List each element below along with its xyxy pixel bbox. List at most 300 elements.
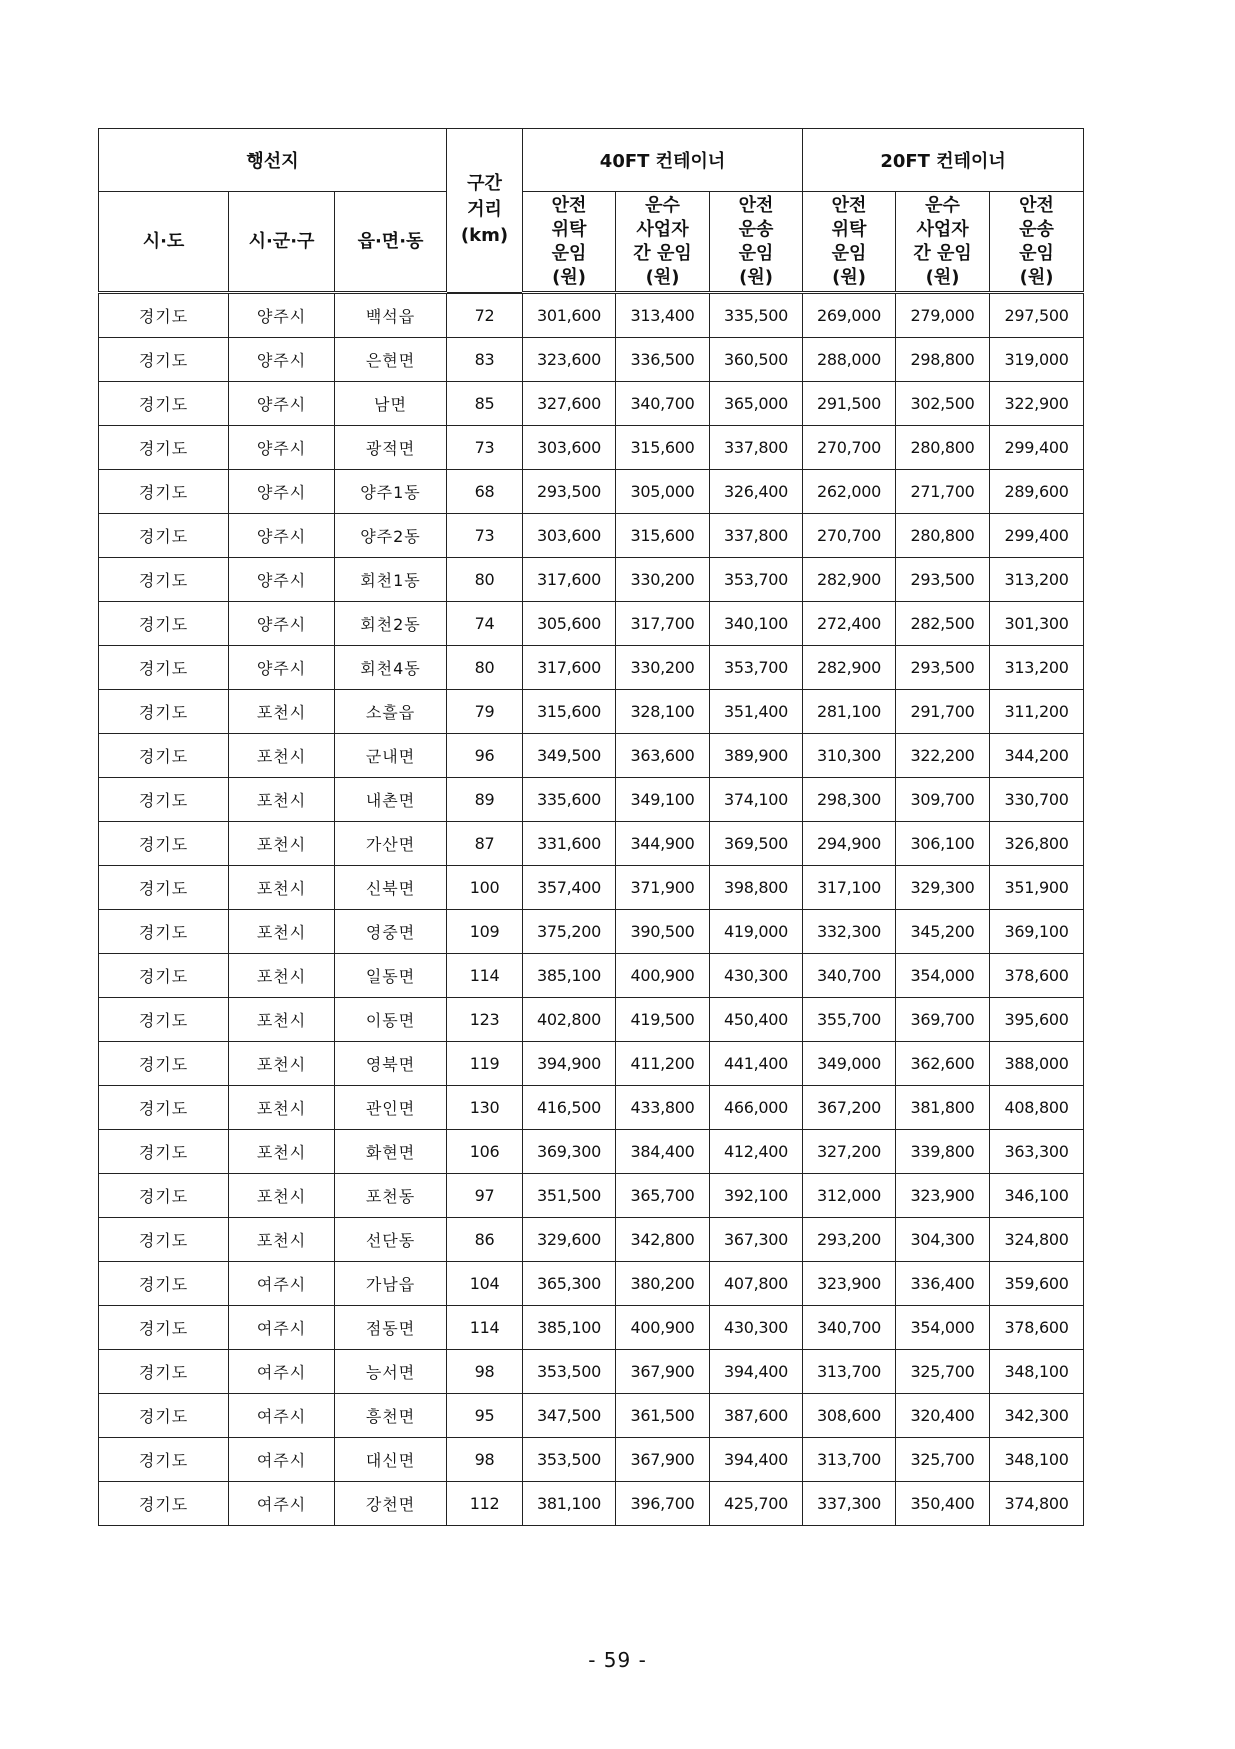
city-cell: 양주시 [229, 514, 335, 558]
province-cell: 경기도 [99, 514, 229, 558]
rate-20ft-consignment-cell: 337,300 [803, 1482, 896, 1526]
rate-20ft-transport-cell: 311,200 [990, 690, 1084, 734]
town-cell: 회천2동 [335, 602, 447, 646]
distance-cell: 85 [447, 382, 523, 426]
rate-20ft-carrier-cell: 302,500 [896, 382, 990, 426]
table-row [99, 778, 1084, 822]
table-row [99, 1306, 1084, 1350]
rate-40ft-carrier-cell: 411,200 [616, 1042, 710, 1086]
rate-20ft-transport-cell: 348,100 [990, 1438, 1084, 1482]
rate-20ft-consignment-cell: 294,900 [803, 822, 896, 866]
rate-20ft-carrier-cell: 320,400 [896, 1394, 990, 1438]
rate-40ft-carrier-cell: 305,000 [616, 470, 710, 514]
town-cell: 백석읍 [335, 293, 447, 338]
table-row [99, 1086, 1084, 1130]
rate-20ft-carrier-cell: 336,400 [896, 1262, 990, 1306]
header-40ft-transport-rate [710, 192, 803, 293]
distance-cell: 95 [447, 1394, 523, 1438]
rate-20ft-consignment-cell: 262,000 [803, 470, 896, 514]
province-cell: 경기도 [99, 1394, 229, 1438]
province-cell: 경기도 [99, 1262, 229, 1306]
rate-20ft-carrier-cell: 279,000 [896, 293, 990, 338]
distance-cell: 74 [447, 602, 523, 646]
distance-cell: 86 [447, 1218, 523, 1262]
province-cell: 경기도 [99, 822, 229, 866]
rate-20ft-consignment-cell: 270,700 [803, 426, 896, 470]
rate-40ft-consignment-cell: 315,600 [523, 690, 616, 734]
rate-20ft-carrier-cell: 354,000 [896, 1306, 990, 1350]
header-40ft-carrier-rate [616, 192, 710, 293]
rate-20ft-transport-cell: 374,800 [990, 1482, 1084, 1526]
rate-header-line: 사업자 [636, 218, 689, 240]
rate-40ft-transport-cell: 407,800 [710, 1262, 803, 1306]
town-cell: 영중면 [335, 910, 447, 954]
rate-header-line: 운수 [645, 194, 680, 216]
rate-40ft-carrier-cell: 340,700 [616, 382, 710, 426]
rate-40ft-transport-cell: 450,400 [710, 998, 803, 1042]
rate-header-line: 운임 [551, 242, 587, 264]
distance-cell: 114 [447, 1306, 523, 1350]
rate-20ft-consignment-cell: 340,700 [803, 1306, 896, 1350]
table-row [99, 426, 1084, 470]
header-town: 읍·면·동 [335, 192, 447, 293]
rate-40ft-consignment-cell: 301,600 [523, 293, 616, 338]
rate-40ft-carrier-cell: 371,900 [616, 866, 710, 910]
rate-20ft-transport-cell: 299,400 [990, 426, 1084, 470]
table-row [99, 690, 1084, 734]
city-cell: 포천시 [229, 1086, 335, 1130]
rate-20ft-consignment-cell: 310,300 [803, 734, 896, 778]
header-city: 시·군·구 [229, 192, 335, 293]
city-cell: 여주시 [229, 1394, 335, 1438]
distance-cell: 109 [447, 910, 523, 954]
rate-40ft-transport-cell: 367,300 [710, 1218, 803, 1262]
rate-header-line: (원) [552, 266, 586, 288]
table-row [99, 1262, 1084, 1306]
town-cell: 이동면 [335, 998, 447, 1042]
rate-40ft-transport-cell: 337,800 [710, 514, 803, 558]
rate-40ft-carrier-cell: 361,500 [616, 1394, 710, 1438]
rate-40ft-consignment-cell: 349,500 [523, 734, 616, 778]
rate-40ft-transport-cell: 374,100 [710, 778, 803, 822]
header-group-40ft: 40FT 컨테이너 [523, 129, 803, 192]
header-row-groups [99, 129, 1084, 192]
rate-40ft-carrier-cell: 367,900 [616, 1350, 710, 1394]
city-cell: 포천시 [229, 954, 335, 998]
rate-20ft-carrier-cell: 323,900 [896, 1174, 990, 1218]
rate-40ft-transport-cell: 425,700 [710, 1482, 803, 1526]
rate-20ft-consignment-cell: 340,700 [803, 954, 896, 998]
table-row [99, 1218, 1084, 1262]
rate-40ft-carrier-cell: 344,900 [616, 822, 710, 866]
rate-20ft-carrier-cell: 354,000 [896, 954, 990, 998]
rate-header-line: 위탁 [831, 218, 867, 240]
table-body [99, 293, 1084, 1526]
distance-cell: 97 [447, 1174, 523, 1218]
rate-header-line: (원) [739, 266, 773, 288]
rate-20ft-consignment-cell: 312,000 [803, 1174, 896, 1218]
rate-40ft-transport-cell: 337,800 [710, 426, 803, 470]
province-cell: 경기도 [99, 910, 229, 954]
rate-20ft-transport-cell: 346,100 [990, 1174, 1084, 1218]
table-row [99, 1438, 1084, 1482]
town-cell: 포천동 [335, 1174, 447, 1218]
table-header [99, 129, 1084, 293]
table-row [99, 293, 1084, 338]
rate-40ft-consignment-cell: 303,600 [523, 426, 616, 470]
rate-20ft-consignment-cell: 269,000 [803, 293, 896, 338]
rate-40ft-transport-cell: 360,500 [710, 338, 803, 382]
rate-40ft-carrier-cell: 433,800 [616, 1086, 710, 1130]
province-cell: 경기도 [99, 998, 229, 1042]
town-cell: 영북면 [335, 1042, 447, 1086]
province-cell: 경기도 [99, 293, 229, 338]
rate-header-line: 안전 [551, 194, 587, 216]
rate-header-line: 간 운임 [913, 242, 972, 264]
distance-cell: 87 [447, 822, 523, 866]
rate-40ft-carrier-cell: 313,400 [616, 293, 710, 338]
rate-header-line: 안전 [1019, 194, 1054, 216]
rate-40ft-carrier-cell: 384,400 [616, 1130, 710, 1174]
rate-40ft-carrier-cell: 367,900 [616, 1438, 710, 1482]
table-row [99, 470, 1084, 514]
table-row [99, 954, 1084, 998]
province-cell: 경기도 [99, 1482, 229, 1526]
province-cell: 경기도 [99, 470, 229, 514]
rate-20ft-carrier-cell: 381,800 [896, 1086, 990, 1130]
province-cell: 경기도 [99, 426, 229, 470]
header-destination: 행선지 [99, 129, 447, 192]
rate-40ft-transport-cell: 441,400 [710, 1042, 803, 1086]
province-cell: 경기도 [99, 1438, 229, 1482]
rate-20ft-transport-cell: 348,100 [990, 1350, 1084, 1394]
rate-40ft-transport-cell: 394,400 [710, 1438, 803, 1482]
city-cell: 양주시 [229, 382, 335, 426]
rate-20ft-consignment-cell: 332,300 [803, 910, 896, 954]
rate-20ft-transport-cell: 289,600 [990, 470, 1084, 514]
rate-header-line: (원) [925, 266, 960, 288]
province-cell: 경기도 [99, 646, 229, 690]
table-row [99, 1482, 1084, 1526]
province-cell: 경기도 [99, 1350, 229, 1394]
rate-20ft-consignment-cell: 323,900 [803, 1262, 896, 1306]
rate-20ft-consignment-cell: 317,100 [803, 866, 896, 910]
city-cell: 포천시 [229, 866, 335, 910]
rate-20ft-transport-cell: 378,600 [990, 954, 1084, 998]
rate-20ft-transport-cell: 351,900 [990, 866, 1084, 910]
header-distance-unit: (km) [460, 225, 509, 247]
rate-40ft-consignment-cell: 369,300 [523, 1130, 616, 1174]
distance-cell: 130 [447, 1086, 523, 1130]
header-distance [447, 129, 523, 293]
rate-40ft-consignment-cell: 375,200 [523, 910, 616, 954]
rate-header-line: 운송 [1019, 218, 1054, 240]
rate-40ft-consignment-cell: 353,500 [523, 1438, 616, 1482]
table-row [99, 646, 1084, 690]
distance-cell: 68 [447, 470, 523, 514]
rate-20ft-carrier-cell: 369,700 [896, 998, 990, 1042]
rate-20ft-carrier-cell: 304,300 [896, 1218, 990, 1262]
table-row [99, 1042, 1084, 1086]
province-cell: 경기도 [99, 558, 229, 602]
rate-20ft-transport-cell: 363,300 [990, 1130, 1084, 1174]
town-cell: 남면 [335, 382, 447, 426]
page-number: - 59 - [588, 1648, 647, 1672]
town-cell: 군내면 [335, 734, 447, 778]
city-cell: 양주시 [229, 558, 335, 602]
rate-20ft-consignment-cell: 298,300 [803, 778, 896, 822]
rate-40ft-consignment-cell: 365,300 [523, 1262, 616, 1306]
province-cell: 경기도 [99, 1086, 229, 1130]
table-row [99, 734, 1084, 778]
header-province: 시·도 [99, 192, 229, 293]
city-cell: 포천시 [229, 1174, 335, 1218]
province-cell: 경기도 [99, 778, 229, 822]
distance-cell: 73 [447, 514, 523, 558]
rate-40ft-transport-cell: 326,400 [710, 470, 803, 514]
distance-cell: 100 [447, 866, 523, 910]
table-row [99, 558, 1084, 602]
rate-header-line: (원) [645, 266, 680, 288]
rate-20ft-carrier-cell: 293,500 [896, 646, 990, 690]
rate-header-line: 안전 [738, 194, 774, 216]
rate-40ft-carrier-cell: 396,700 [616, 1482, 710, 1526]
rate-40ft-transport-cell: 392,100 [710, 1174, 803, 1218]
town-cell: 소흘읍 [335, 690, 447, 734]
table-row [99, 338, 1084, 382]
rate-20ft-transport-cell: 324,800 [990, 1218, 1084, 1262]
rate-20ft-transport-cell: 330,700 [990, 778, 1084, 822]
city-cell: 여주시 [229, 1482, 335, 1526]
rate-40ft-carrier-cell: 400,900 [616, 954, 710, 998]
distance-cell: 80 [447, 646, 523, 690]
table-row [99, 382, 1084, 426]
rate-header-line: 운임 [831, 242, 867, 264]
rate-header-line: (원) [832, 266, 866, 288]
rate-40ft-carrier-cell: 315,600 [616, 514, 710, 558]
table-row [99, 1394, 1084, 1438]
rate-40ft-carrier-cell: 363,600 [616, 734, 710, 778]
rate-40ft-consignment-cell: 331,600 [523, 822, 616, 866]
rate-40ft-transport-cell: 365,000 [710, 382, 803, 426]
rate-20ft-transport-cell: 369,100 [990, 910, 1084, 954]
rate-20ft-transport-cell: 326,800 [990, 822, 1084, 866]
rate-40ft-consignment-cell: 402,800 [523, 998, 616, 1042]
rate-header-line: 위탁 [551, 218, 587, 240]
rate-40ft-carrier-cell: 330,200 [616, 646, 710, 690]
rate-header-line: 운임 [1019, 242, 1054, 264]
town-cell: 일동면 [335, 954, 447, 998]
rate-20ft-transport-cell: 313,200 [990, 646, 1084, 690]
city-cell: 포천시 [229, 1130, 335, 1174]
rate-40ft-consignment-cell: 303,600 [523, 514, 616, 558]
rate-20ft-consignment-cell: 367,200 [803, 1086, 896, 1130]
rate-header-line: 운수 [925, 194, 960, 216]
distance-cell: 96 [447, 734, 523, 778]
table-row [99, 822, 1084, 866]
town-cell: 양주2동 [335, 514, 447, 558]
town-cell: 회천4동 [335, 646, 447, 690]
table-row [99, 1350, 1084, 1394]
city-cell: 포천시 [229, 690, 335, 734]
distance-cell: 73 [447, 426, 523, 470]
header-40ft-consignment-rate [523, 192, 616, 293]
rate-40ft-consignment-cell: 416,500 [523, 1086, 616, 1130]
rate-40ft-consignment-cell: 385,100 [523, 1306, 616, 1350]
province-cell: 경기도 [99, 1174, 229, 1218]
city-cell: 여주시 [229, 1438, 335, 1482]
rate-40ft-consignment-cell: 323,600 [523, 338, 616, 382]
town-cell: 강천면 [335, 1482, 447, 1526]
rate-40ft-carrier-cell: 365,700 [616, 1174, 710, 1218]
rate-20ft-carrier-cell: 339,800 [896, 1130, 990, 1174]
city-cell: 양주시 [229, 646, 335, 690]
city-cell: 양주시 [229, 426, 335, 470]
freight-rate-table [98, 128, 1084, 1526]
header-row-columns [99, 192, 1084, 293]
rate-40ft-carrier-cell: 317,700 [616, 602, 710, 646]
rate-40ft-transport-cell: 419,000 [710, 910, 803, 954]
city-cell: 포천시 [229, 910, 335, 954]
table-row [99, 998, 1084, 1042]
rate-40ft-carrier-cell: 330,200 [616, 558, 710, 602]
rate-20ft-consignment-cell: 308,600 [803, 1394, 896, 1438]
rate-40ft-consignment-cell: 293,500 [523, 470, 616, 514]
city-cell: 포천시 [229, 778, 335, 822]
rate-20ft-carrier-cell: 271,700 [896, 470, 990, 514]
table-row [99, 910, 1084, 954]
rate-20ft-transport-cell: 378,600 [990, 1306, 1084, 1350]
rate-40ft-consignment-cell: 385,100 [523, 954, 616, 998]
province-cell: 경기도 [99, 734, 229, 778]
rate-20ft-carrier-cell: 350,400 [896, 1482, 990, 1526]
rate-20ft-consignment-cell: 270,700 [803, 514, 896, 558]
rate-20ft-consignment-cell: 355,700 [803, 998, 896, 1042]
town-cell: 화현면 [335, 1130, 447, 1174]
rate-40ft-transport-cell: 412,400 [710, 1130, 803, 1174]
rate-header-line: (원) [1019, 266, 1054, 288]
rate-40ft-transport-cell: 340,100 [710, 602, 803, 646]
rate-40ft-consignment-cell: 317,600 [523, 646, 616, 690]
rate-40ft-consignment-cell: 329,600 [523, 1218, 616, 1262]
rate-20ft-transport-cell: 408,800 [990, 1086, 1084, 1130]
city-cell: 포천시 [229, 734, 335, 778]
rate-20ft-transport-cell: 313,200 [990, 558, 1084, 602]
rate-40ft-carrier-cell: 349,100 [616, 778, 710, 822]
rate-20ft-consignment-cell: 272,400 [803, 602, 896, 646]
town-cell: 가산면 [335, 822, 447, 866]
rate-20ft-carrier-cell: 322,200 [896, 734, 990, 778]
rate-20ft-consignment-cell: 288,000 [803, 338, 896, 382]
town-cell: 가남읍 [335, 1262, 447, 1306]
province-cell: 경기도 [99, 1306, 229, 1350]
rate-20ft-carrier-cell: 291,700 [896, 690, 990, 734]
rate-20ft-transport-cell: 297,500 [990, 293, 1084, 338]
rate-20ft-carrier-cell: 309,700 [896, 778, 990, 822]
rate-40ft-transport-cell: 335,500 [710, 293, 803, 338]
rate-20ft-consignment-cell: 282,900 [803, 646, 896, 690]
rate-40ft-transport-cell: 369,500 [710, 822, 803, 866]
town-cell: 점동면 [335, 1306, 447, 1350]
rate-20ft-carrier-cell: 306,100 [896, 822, 990, 866]
distance-cell: 79 [447, 690, 523, 734]
rate-40ft-transport-cell: 430,300 [710, 1306, 803, 1350]
city-cell: 포천시 [229, 998, 335, 1042]
rate-40ft-consignment-cell: 305,600 [523, 602, 616, 646]
rate-40ft-consignment-cell: 394,900 [523, 1042, 616, 1086]
rate-40ft-carrier-cell: 342,800 [616, 1218, 710, 1262]
distance-cell: 106 [447, 1130, 523, 1174]
rate-20ft-carrier-cell: 282,500 [896, 602, 990, 646]
table-row [99, 602, 1084, 646]
city-cell: 양주시 [229, 293, 335, 338]
city-cell: 양주시 [229, 470, 335, 514]
province-cell: 경기도 [99, 602, 229, 646]
distance-cell: 83 [447, 338, 523, 382]
rate-40ft-consignment-cell: 357,400 [523, 866, 616, 910]
rate-40ft-carrier-cell: 400,900 [616, 1306, 710, 1350]
province-cell: 경기도 [99, 1042, 229, 1086]
rate-40ft-carrier-cell: 380,200 [616, 1262, 710, 1306]
rate-40ft-consignment-cell: 381,100 [523, 1482, 616, 1526]
distance-cell: 98 [447, 1438, 523, 1482]
rate-40ft-transport-cell: 351,400 [710, 690, 803, 734]
rate-header-line: 운임 [738, 242, 774, 264]
rate-40ft-transport-cell: 353,700 [710, 558, 803, 602]
rate-20ft-consignment-cell: 293,200 [803, 1218, 896, 1262]
town-cell: 신북면 [335, 866, 447, 910]
rate-20ft-transport-cell: 319,000 [990, 338, 1084, 382]
rate-20ft-consignment-cell: 349,000 [803, 1042, 896, 1086]
rate-40ft-consignment-cell: 347,500 [523, 1394, 616, 1438]
town-cell: 대신면 [335, 1438, 447, 1482]
rate-40ft-consignment-cell: 335,600 [523, 778, 616, 822]
city-cell: 포천시 [229, 1218, 335, 1262]
province-cell: 경기도 [99, 382, 229, 426]
rate-20ft-transport-cell: 344,200 [990, 734, 1084, 778]
province-cell: 경기도 [99, 338, 229, 382]
table-row [99, 1130, 1084, 1174]
rate-20ft-carrier-cell: 325,700 [896, 1350, 990, 1394]
town-cell: 회천1동 [335, 558, 447, 602]
rate-20ft-transport-cell: 342,300 [990, 1394, 1084, 1438]
rate-header-line: 안전 [831, 194, 867, 216]
table-row [99, 866, 1084, 910]
city-cell: 양주시 [229, 602, 335, 646]
distance-cell: 119 [447, 1042, 523, 1086]
rate-40ft-consignment-cell: 317,600 [523, 558, 616, 602]
rate-40ft-transport-cell: 394,400 [710, 1350, 803, 1394]
rate-40ft-consignment-cell: 327,600 [523, 382, 616, 426]
town-cell: 양주1동 [335, 470, 447, 514]
town-cell: 흥천면 [335, 1394, 447, 1438]
province-cell: 경기도 [99, 954, 229, 998]
rate-20ft-transport-cell: 322,900 [990, 382, 1084, 426]
city-cell: 여주시 [229, 1262, 335, 1306]
rate-20ft-carrier-cell: 325,700 [896, 1438, 990, 1482]
rate-40ft-consignment-cell: 351,500 [523, 1174, 616, 1218]
header-distance-line: 거리 [467, 199, 502, 221]
distance-cell: 98 [447, 1350, 523, 1394]
table-row [99, 1174, 1084, 1218]
city-cell: 포천시 [229, 1042, 335, 1086]
rate-40ft-transport-cell: 387,600 [710, 1394, 803, 1438]
rate-20ft-carrier-cell: 280,800 [896, 426, 990, 470]
town-cell: 관인면 [335, 1086, 447, 1130]
province-cell: 경기도 [99, 1130, 229, 1174]
rate-20ft-consignment-cell: 313,700 [803, 1438, 896, 1482]
rate-20ft-carrier-cell: 298,800 [896, 338, 990, 382]
